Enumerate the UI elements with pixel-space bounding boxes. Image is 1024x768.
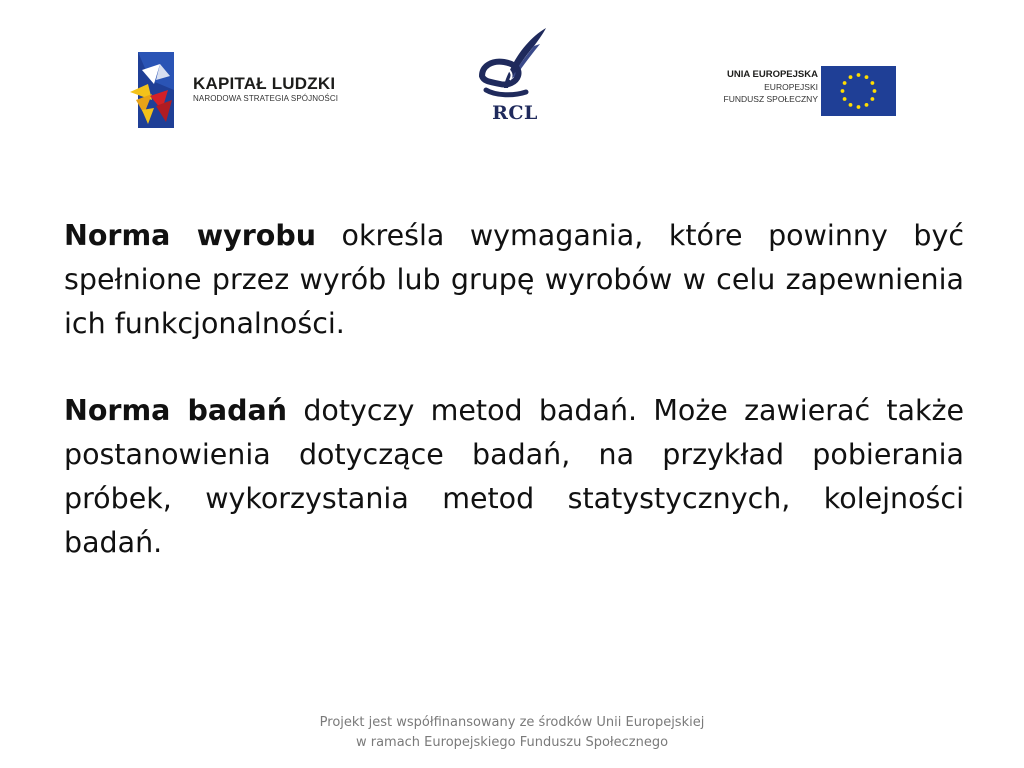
paragraph-norma-wyrobu bbox=[64, 214, 964, 346]
kapital-ludzki-subtitle: NARODOWA STRATEGIA SPÓJNOŚCI bbox=[193, 94, 339, 103]
kapital-ludzki-emblem-icon bbox=[130, 50, 186, 130]
eu-logo bbox=[705, 64, 900, 118]
eu-title: UNIA EUROPEJSKA bbox=[727, 69, 818, 80]
footer-line2: w ramach Europejskiego Funduszu Społecznego bbox=[355, 735, 669, 750]
definition-norma-badan: dotyczy metod badań. Może zawierać także postanowienia dotyczące badań, na przykład pobierania próbek, wykorzystania metod statystycznych, kolejności badań. bbox=[64, 394, 964, 559]
footer-line1: Projekt jest współfinansowany ze środków Unii Europejskiej bbox=[319, 715, 705, 730]
definition-norma-wyrobu: określa wymagania, które powinny być spełnione przez wyrób lub grupę wyrobów w celu zapewnienia ich funkcjonalności. bbox=[64, 219, 964, 340]
kapital-ludzki-title: KAPITAŁ LUDZKI bbox=[193, 74, 336, 93]
rcl-label: RCL bbox=[492, 102, 538, 124]
quill-icon bbox=[474, 26, 556, 106]
rcl-logo bbox=[474, 26, 556, 128]
paragraph-norma-badan bbox=[64, 389, 964, 565]
term-norma-badan: Norma badań bbox=[64, 394, 288, 427]
eu-flag-icon bbox=[821, 66, 896, 116]
term-norma-wyrobu: Norma wyrobu bbox=[64, 219, 317, 252]
kapital-ludzki-logo bbox=[130, 50, 370, 130]
footer bbox=[212, 713, 812, 753]
eu-fund-line1: EUROPEJSKI bbox=[764, 82, 818, 92]
main-content bbox=[64, 214, 964, 608]
eu-fund-line2: FUNDUSZ SPOŁECZNY bbox=[723, 94, 818, 104]
